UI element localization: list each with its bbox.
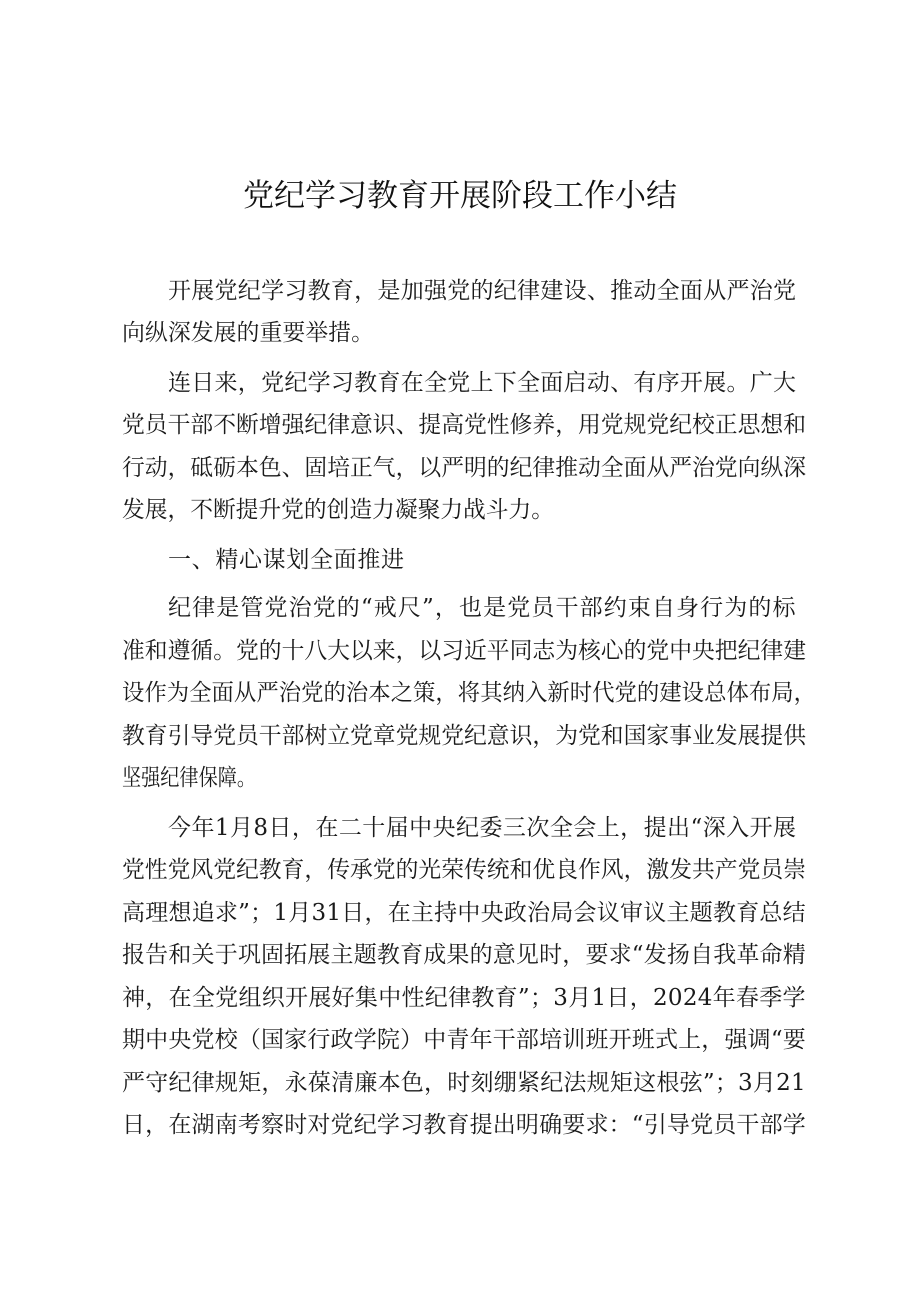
text-line: 严守纪律规矩，永葆清廉本色，时刻绷紧纪法规矩这根弦”；3月21 (122, 1070, 806, 1096)
document-title: 党纪学习教育开展阶段工作小结 (243, 178, 677, 214)
text-line: 今年1月8日，在二十届中央纪委三次全会上，提出“深入开展 (168, 815, 797, 841)
text-line: 报告和关于巩固拓展主题教育成果的意见时，要求“发扬自我革命精 (122, 942, 806, 968)
text-line: 党性党风党纪教育，传承党的光荣传统和优良作风，激发共产党员崇 (122, 857, 806, 883)
text-line: 向纵深发展的重要举措。 (122, 320, 374, 346)
text-line: 发展，不断提升党的创造力凝聚力战斗力。 (122, 497, 554, 523)
text-line: 连日来，党纪学习教育在全党上下全面启动、有序开展。广大 (168, 370, 797, 396)
text-line: 期中央党校（国家行政学院）中青年干部培训班开班式上，强调“要 (122, 1027, 806, 1053)
text-line: 准和遵循。党的十八大以来，以习近平同志为核心的党中央把纪律建 (122, 638, 806, 664)
text-line: 开展党纪学习教育，是加强党的纪律建设、推动全面从严治党 (168, 278, 797, 304)
text-line: 纪律是管党治党的“戒尺”，也是党员干部约束自身行为的标 (168, 595, 797, 621)
section-heading: 一、精心谋划全面推进 (168, 547, 405, 573)
text-line: 党员干部不断增强纪律意识、提高党性修养，用党规党纪校正思想和 (122, 412, 806, 438)
text-line: 高理想追求”；1月31日，在主持中央政治局会议审议主题教育总结 (122, 900, 806, 926)
text-line: 行动，砥砺本色、固培正气，以严明的纪律推动全面从严治党向纵深 (122, 455, 806, 481)
text-line: 坚强纪律保障。 (122, 765, 256, 791)
text-line: 教育引导党员干部树立党章党规党纪意识，为党和国家事业发展提供 (122, 723, 806, 749)
text-line: 神，在全党组织开展好集中性纪律教育”；3月1日，2024年春季学 (122, 985, 806, 1011)
text-line: 设作为全面从严治党的治本之策，将其纳入新时代党的建设总体布局， (122, 680, 816, 706)
text-line: 日，在湖南考察时对党纪学习教育提出明确要求：“引导党员干部学 (122, 1112, 806, 1138)
